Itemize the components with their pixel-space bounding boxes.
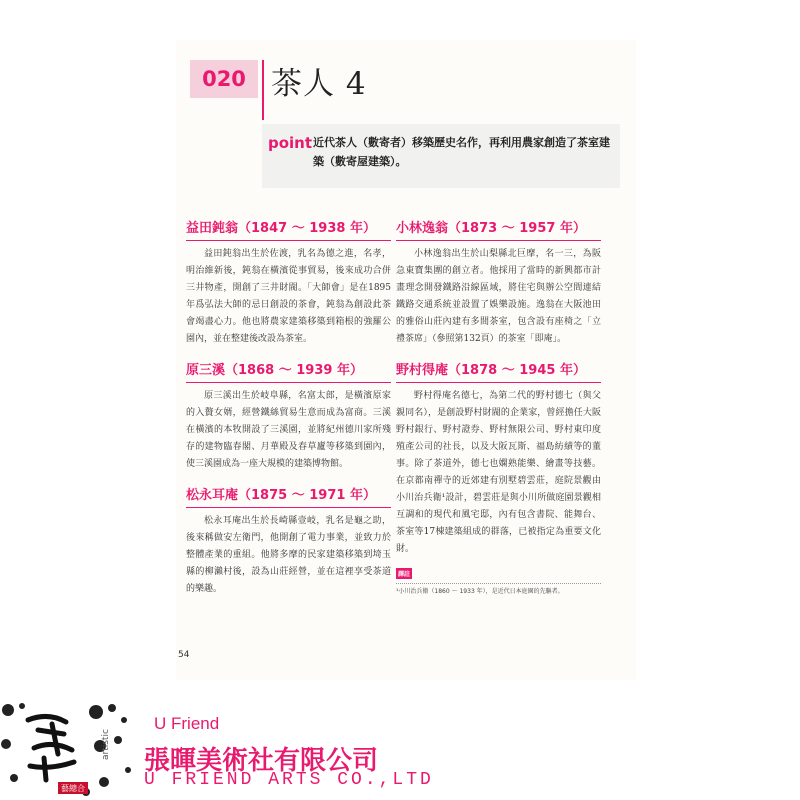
chapter-number: 020: [190, 60, 258, 98]
point-label: point: [268, 134, 313, 152]
section-body: 松永耳庵出生於長崎縣壹岐，乳名是龜之助，後來稱做安左衛門，他開創了電力事業，並致力於整體產業的重組。他將多摩的民家建築移築到埼玉縣的柳瀨村後，設為山莊經營，並在這裡享受茶道的樂趣。: [186, 516, 391, 594]
brand-chinese-name: 張暉美術社有限公司: [144, 746, 379, 776]
chapter-title: 茶人 4: [271, 65, 367, 102]
section-body: 小林逸翁出生於山梨縣北巨摩，名一三，為阪急東寶集團的創立者。他採用了當時的新興都市計畫理念開發鐵路沿線區域，將住宅與辦公空間連結鐵路交通系統並設置了娛樂設施。逸翁在大阪池田的雅俗山莊內建有多間茶室，包含設有座椅之「立禮茶席」（參照第132頁）的茶室「即庵」。: [396, 249, 601, 344]
section-heading: 益田鈍翁（1847 ～ 1938 年）: [186, 218, 391, 241]
brand-company-name: U FRIEND ARTS CO.,LTD: [144, 770, 434, 790]
brand-english-name: U Friend: [154, 714, 220, 733]
title-divider: [262, 60, 264, 120]
svg-text:artistic: artistic: [101, 729, 111, 760]
section-body: 野村得庵名德七，為第二代的野村德七（與父親同名），是創設野村財閥的企業家，曾經擔任大阪野村銀行、野村證券、野村無限公司、野村東印度殖產公司的社長，以及大阪瓦斯、福島紡績等的董事。除了茶道外，德七也嫻熟能樂、繪畫等技藝。在京都南禪寺的近郊建有別墅碧雲莊，庭院景觀由小川治兵衛¹設計，碧雲莊是與小川所做庭園景觀相互調和的現代和風宅邸，內有包含書院、能舞台、茶室等17棟建築組成的群落，已被指定為重要文化財。: [396, 391, 601, 554]
brand-logo: [0, 700, 140, 800]
svg-text:藝總合: 藝總合: [61, 784, 85, 793]
section-body: 益田鈍翁出生於佐渡，乳名為德之進，名孝，明治維新後，鈍翁在橫濱從事貿易，後來成功合併三井物產，開創了三井財閥。「大師會」是在1895年爲弘法大師的忌日創設的茶會，鈍翁為創設此茶會竭盡心力。他也將農家建築移築到箱根的強羅公園內，並在整建後改設為茶室。: [186, 249, 391, 344]
section-body: 原三溪出生於岐阜縣，名富太郎，是橫濱原家的入贅女婿，經營鐵絲貿易生意而成為富商。三溪在橫濱的本牧開設了三溪園，並將紀州德川家所殘存的建物臨春閣、月華殿及春草廬等移築到園內，使三溪園成為一座大規模的建築博物館。: [186, 391, 391, 469]
section-heading: 松永耳庵（1875 ～ 1971 年）: [186, 485, 391, 508]
section-heading: 小林逸翁（1873 ～ 1957 年）: [396, 218, 601, 241]
right-column: [396, 218, 601, 595]
note-text: ¹小川治兵衛（1860 ～ 1933 年），是近代日本庭園的先驅者。: [396, 583, 601, 595]
section-heading: 野村得庵（1878 ～ 1945 年）: [396, 360, 601, 383]
note-label: 譯註: [396, 568, 412, 579]
point-text: 近代茶人（數寄者）移築歷史名作，再利用農家創造了茶室建築（數寄屋建築）。: [313, 136, 610, 168]
page-number: 54: [178, 650, 190, 660]
section-heading: 原三溪（1868 ～ 1939 年）: [186, 360, 391, 383]
left-column: [186, 218, 391, 598]
